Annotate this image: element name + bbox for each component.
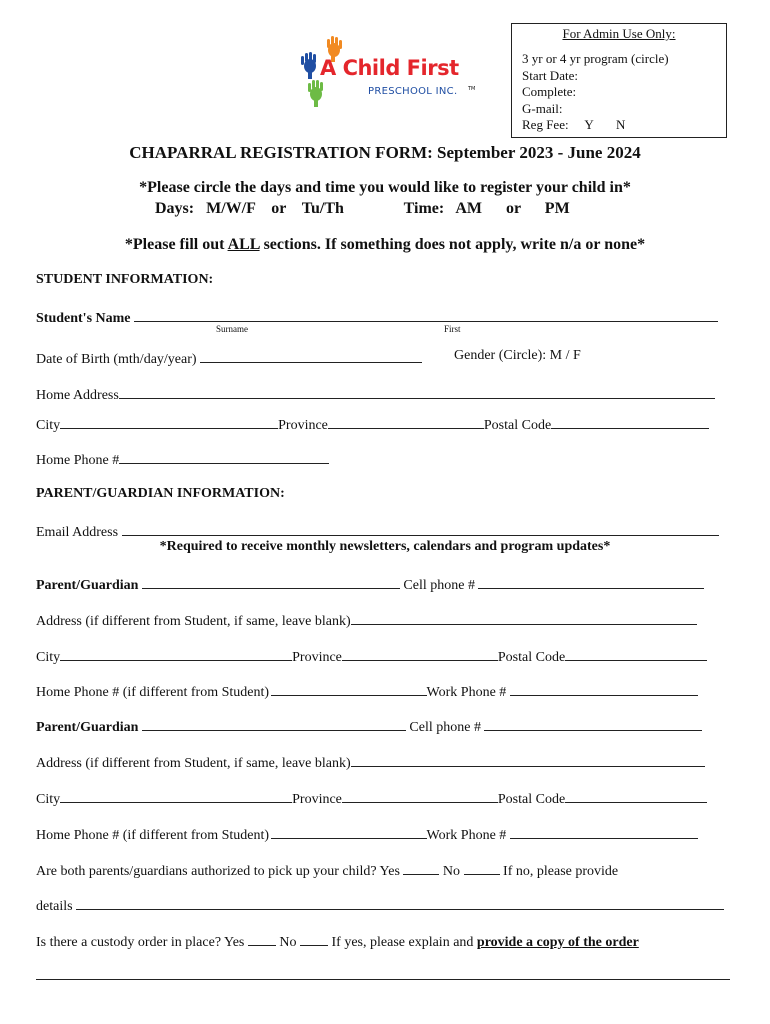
pickup-no-field[interactable] [464,860,500,875]
student-name-label: Student's Name [36,311,131,326]
admin-line: Complete: [522,84,577,99]
days-time-line: Days: M/W/F or Tu/Th Time: AM or PM [155,200,570,217]
custody-explain-field[interactable] [36,979,730,980]
custody-if-yes: If yes, please explain and [331,935,477,950]
email-note: *Required to receive monthly newsletters, calendars and program updates* [159,539,611,554]
admin-line: Start Date: [522,67,578,83]
custody-no-field[interactable] [300,931,328,946]
custody-row [36,931,639,951]
details-row [36,895,724,915]
admin-title: For Admin Use Only: [562,26,676,41]
parent1-cell-label: Cell phone # [403,578,475,593]
admin-line: Reg Fee: Y N [522,117,626,132]
city-field[interactable] [60,646,292,661]
parent2-address-label: Address (if different from Student, if same, leave blank) [36,756,351,771]
parent1-phone-row [36,681,698,701]
province-field[interactable] [342,646,498,661]
home-address-label: Home Address [36,388,119,403]
custody-yes-field[interactable] [248,931,276,946]
city-label: City [36,792,61,807]
parent2-cell-field[interactable] [484,716,702,731]
parent1-city-row [36,646,707,666]
logo-subtitle: PRESCHOOL INC. [368,86,458,97]
details-label: details [36,899,73,914]
pickup-if-no: If no, please provide [503,864,619,879]
parent1-label: Parent/Guardian [36,578,139,593]
pickup-yes-field[interactable] [403,860,439,875]
parent1-row [36,574,704,594]
province-field[interactable] [328,414,484,429]
trademark: TM [468,86,476,92]
home-phone-field[interactable] [271,824,427,839]
postal-label: Postal Code [497,792,566,807]
postal-label: Postal Code [483,418,552,433]
postal-label: Postal Code [497,650,566,665]
province-label: Province [292,792,342,807]
student-city-row [36,414,709,434]
dob-row [36,348,422,368]
home-address-field[interactable] [119,384,715,399]
email-field[interactable] [122,521,719,536]
home-phone-field[interactable] [119,449,329,464]
work-phone-label: Work Phone # [426,685,507,700]
admin-line: 3 yr or 4 yr program (circle) [522,51,669,66]
logo-name: A Child First [320,56,459,80]
parent1-address-label: Address (if different from Student, if same, leave blank) [36,614,351,629]
parent-heading: PARENT/GUARDIAN INFORMATION: [36,486,285,501]
home-phone-field[interactable] [271,681,427,696]
province-field[interactable] [342,788,498,803]
work-phone-label: Work Phone # [426,828,507,843]
parent1-address-field[interactable] [351,610,697,625]
student-name-field[interactable] [134,307,718,322]
parent1-name-field[interactable] [142,574,400,589]
pickup-no-label: No [442,864,461,879]
city-field[interactable] [60,414,278,429]
parent2-address-row [36,752,705,772]
work-phone-field[interactable] [510,681,698,696]
first-caption: First [444,324,461,334]
dob-field[interactable] [200,348,422,363]
custody-question: Is there a custody order in place? Yes [36,935,245,950]
province-label: Province [278,418,328,433]
home-phone-label: Home Phone # [36,453,120,468]
gender-label[interactable]: Gender (Circle): M / F [454,348,581,363]
home-address-row [36,384,715,404]
pickup-question: Are both parents/guardians authorized to pick up your child? Yes [36,864,400,879]
city-label: City [36,418,61,433]
parent2-phone-row [36,824,698,844]
home-phone-row [36,449,329,469]
dob-label: Date of Birth (mth/day/year) [36,352,197,367]
province-label: Province [292,650,342,665]
email-label: Email Address [36,525,119,540]
postal-field[interactable] [551,414,709,429]
surname-caption: Surname [216,324,248,334]
form-title: CHAPARRAL REGISTRATION FORM: September 2023 - June 2024 [129,143,641,162]
city-label: City [36,650,61,665]
parent2-label: Parent/Guardian [36,720,139,735]
parent2-row [36,716,702,736]
postal-field[interactable] [565,788,707,803]
parent2-cell-label: Cell phone # [409,720,481,735]
parent1-address-row [36,610,697,630]
email-row [36,521,719,541]
provide-copy-text: provide a copy of the order [476,935,639,950]
home-phone-label: Home Phone # (if different from Student) [36,828,270,843]
fill-instruction: *Please fill out ALL sections. If something does not apply, write n/a or none* [124,236,646,253]
circle-instruction: *Please circle the days and time you would like to register your child in* [139,179,631,196]
admin-box [511,23,727,138]
pickup-row [36,860,618,880]
postal-field[interactable] [565,646,707,661]
student-name-row [36,307,718,327]
city-field[interactable] [60,788,292,803]
student-heading: STUDENT INFORMATION: [36,272,214,287]
home-phone-label: Home Phone # (if different from Student) [36,685,270,700]
preschool-logo [298,36,478,108]
parent2-city-row [36,788,707,808]
parent2-address-field[interactable] [351,752,705,767]
work-phone-field[interactable] [510,824,698,839]
parent2-name-field[interactable] [142,716,406,731]
custody-no-label: No [279,935,297,950]
parent1-cell-field[interactable] [478,574,704,589]
details-field[interactable] [76,895,724,910]
admin-line: G-mail: [522,100,563,116]
